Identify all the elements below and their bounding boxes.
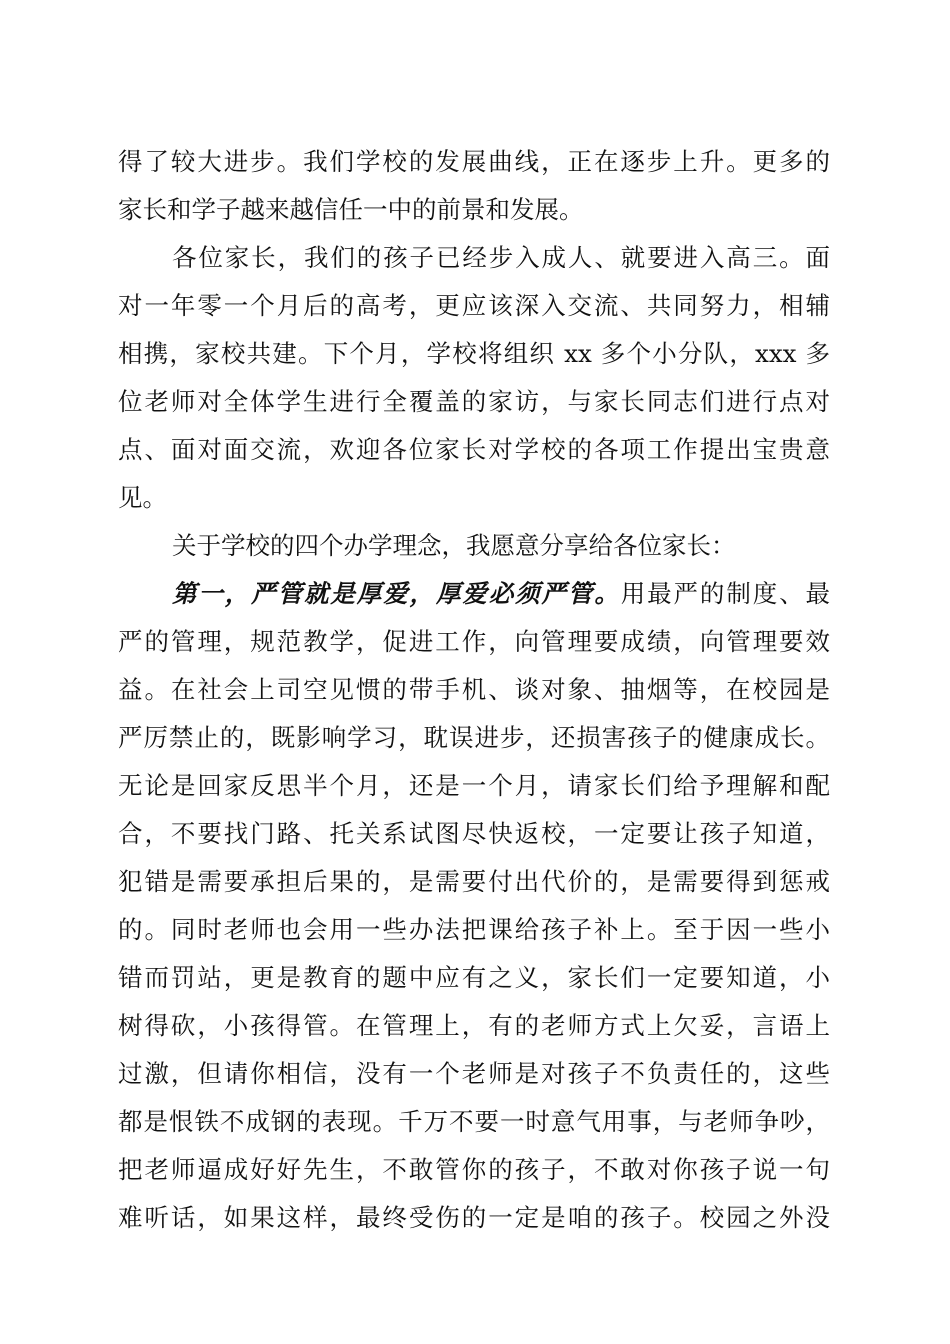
paragraph-4-line-1-rest: 用最严的制度、最	[620, 579, 831, 608]
paragraph-4-line-1	[172, 574, 830, 614]
paragraph-4-line-9: 错而罚站，更是教育的题中应有之义，家长们一定要知道，小	[118, 963, 830, 992]
paragraph-1-line-2: 家长和学子越来越信任一中的前景和发展。	[118, 195, 584, 224]
paragraph-2-line-3: 相携，家校共建。下个月，学校将组织 xx 多个小分队，xxx 多	[118, 339, 830, 368]
paragraph-2-line-5: 点、面对面交流，欢迎各位家长对学校的各项工作提出宝贵意	[118, 435, 830, 464]
principle-one-heading: 第一，严管就是厚爱，厚爱必须严管。	[172, 579, 621, 608]
paragraph-4-line-12: 都是恨铁不成钢的表现。千万不要一时意气用事，与老师争吵，	[118, 1107, 830, 1136]
paragraph-4-line-4: 严厉禁止的，既影响学习，耽误进步，还损害孩子的健康成长。	[118, 723, 830, 752]
paragraph-2-line-4: 位老师对全体学生进行全覆盖的家访，与家长同志们进行点对	[118, 387, 830, 416]
paragraph-4-line-2: 严的管理，规范教学，促进工作，向管理要成绩，向管理要效	[118, 627, 830, 656]
paragraph-4-line-3: 益。在社会上司空见惯的带手机、谈对象、抽烟等，在校园是	[118, 675, 830, 704]
paragraph-2-line-1: 各位家长，我们的孩子已经步入成人、就要进入高三。面	[172, 243, 830, 272]
paragraph-3-line-1: 关于学校的四个办学理念，我愿意分享给各位家长：	[172, 531, 736, 560]
paragraph-1-line-1: 得了较大进步。我们学校的发展曲线，正在逐步上升。更多的	[118, 147, 830, 176]
paragraph-4-line-14: 难听话，如果这样，最终受伤的一定是咱的孩子。校园之外没	[118, 1203, 830, 1232]
paragraph-4-line-8: 的。同时老师也会用一些办法把课给孩子补上。至于因一些小	[118, 915, 830, 944]
paragraph-4-line-7: 犯错是需要承担后果的，是需要付出代价的，是需要得到惩戒	[118, 867, 830, 896]
paragraph-4-line-13: 把老师逼成好好先生，不敢管你的孩子，不敢对你孩子说一句	[118, 1155, 830, 1184]
paragraph-2-line-6: 见。	[118, 483, 167, 512]
paragraph-4-line-10: 树得砍，小孩得管。在管理上，有的老师方式上欠妥，言语上	[118, 1011, 830, 1040]
paragraph-4-line-11: 过激，但请你相信，没有一个老师是对孩子不负责任的，这些	[118, 1059, 830, 1088]
paragraph-4-line-5: 无论是回家反思半个月，还是一个月，请家长们给予理解和配	[118, 771, 830, 800]
paragraph-2-line-2: 对一年零一个月后的高考，更应该深入交流、共同努力，相辅	[118, 291, 830, 320]
paragraph-4-line-6: 合，不要找门路、托关系试图尽快返校，一定要让孩子知道，	[118, 819, 830, 848]
